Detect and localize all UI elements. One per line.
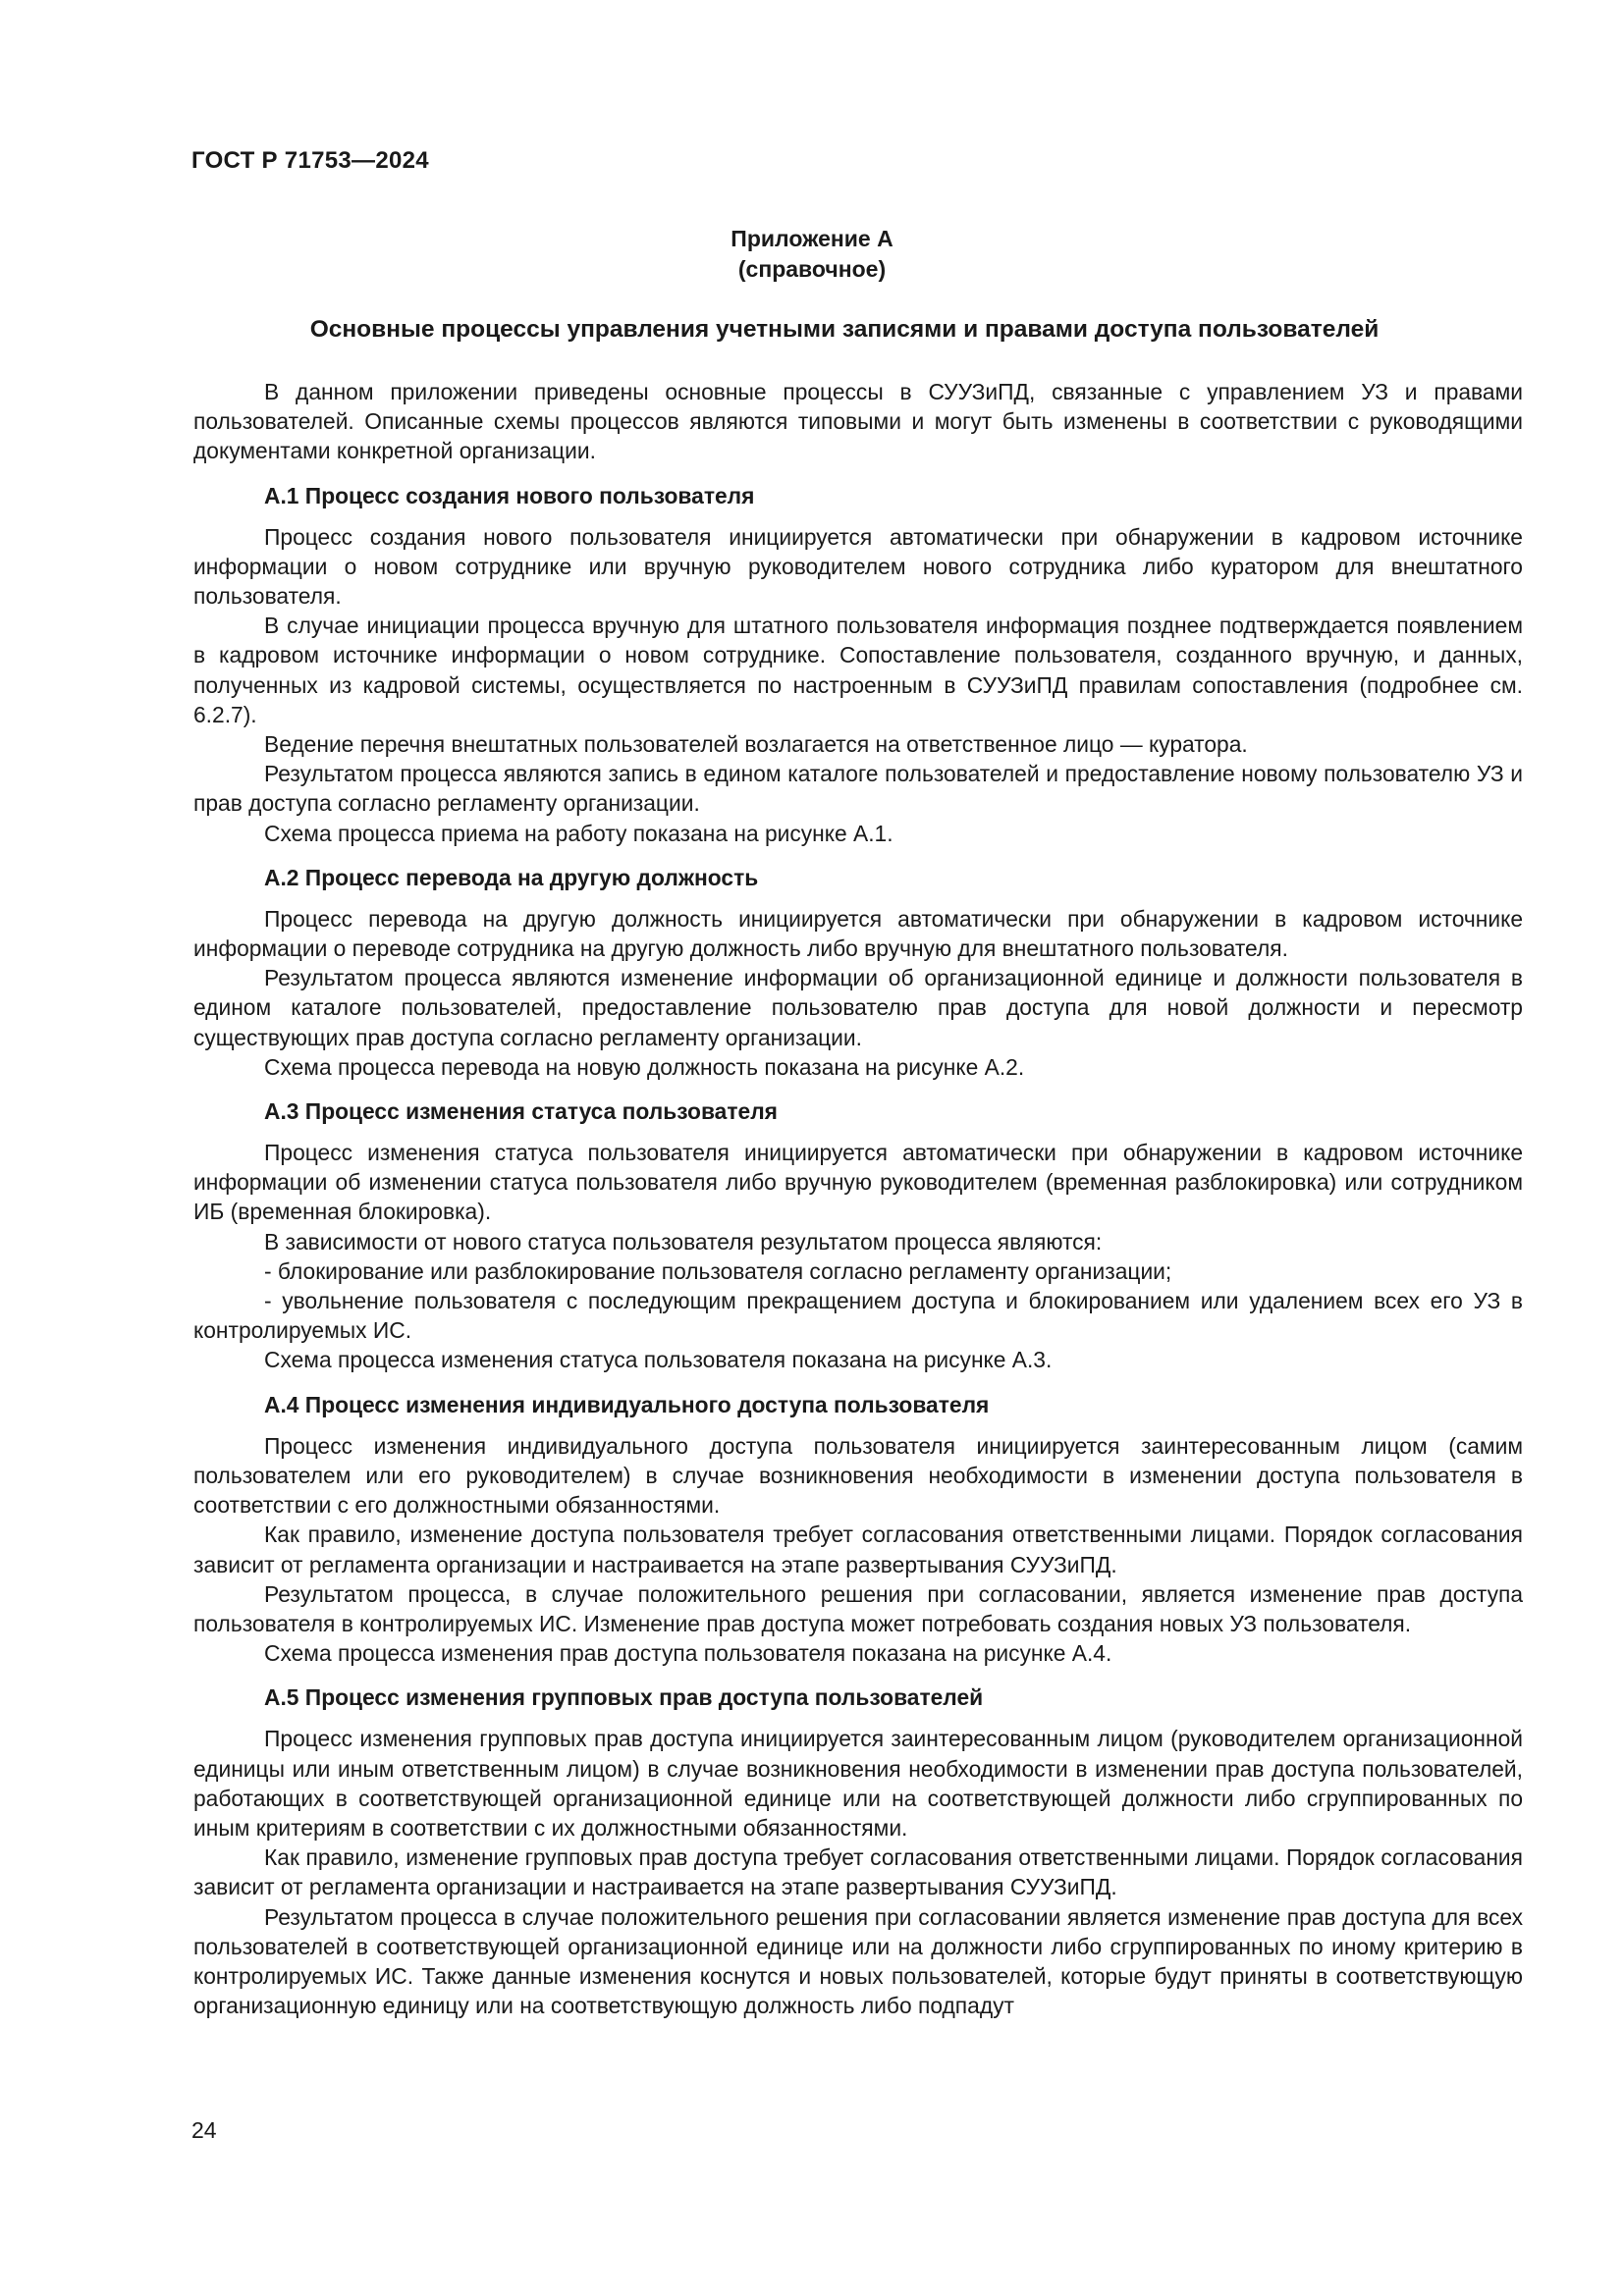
paragraph: Результатом процесса в случае положительного решения при согласовании является изменение прав доступа для всех пользователей в соответствующей организационной единице или на должности либо сгруппированных по иному критерию в контролируемых ИС. Также данные изменения коснутся и новых пользователей, которые будут приняты в соответствующую организационную единицу или на соответствующую должность либо подпадут (193, 1903, 1523, 2019)
paragraph: Как правило, изменение доступа пользователя требует согласования ответственными лицами. Порядок согласования зависит от регламента организации и настраивается на этапе развертывания СУУЗиПД. (193, 1522, 1523, 1577)
standard-header: ГОСТ Р 71753—2024 (191, 147, 429, 174)
paragraph: Схема процесса изменения прав доступа пользователя показана на рисунке А.4. (264, 1640, 1112, 1667)
paragraph: Результатом процесса являются изменение информации об организационной единице и должности пользователя в едином каталоге пользователей, предоставление пользователю прав доступа для новой должности и пересмотр существующих прав доступа согласно регламенту организации. (193, 965, 1523, 1050)
paragraph: В случае инициации процесса вручную для штатного пользователя информация позднее подтверждается появлением в кадровом источнике информации о новом сотруднике. Сопоставление пользователя, созданного вручную, и данных, полученных из кадровой системы, осуществляется по настроенным в СУУЗиПД правилам сопоставления (подробнее см. 6.2.7). (193, 613, 1523, 727)
appendix-subtitle: (справочное) (737, 256, 887, 282)
section-heading-a4: А.4 Процесс изменения индивидуального доступа пользователя (264, 1391, 990, 1417)
appendix-title: Приложение А (731, 226, 893, 251)
intro-paragraph: В данном приложении приведены основные процессы в СУУЗиПД, связанные с управлением УЗ и правами пользователей. Описанные схемы процессов являются типовыми и могут быть изменены в соответствии с руководящими документами конкретной организации. (193, 379, 1523, 464)
paragraph: Процесс создания нового пользователя инициируется автоматически при обнаружении в кадровом источнике информации о новом сотруднике или вручную руководителем нового сотрудника либо куратором для внештатного пользователя. (193, 523, 1523, 610)
document-body (193, 377, 1523, 2020)
section-heading-a3: А.3 Процесс изменения статуса пользователя (264, 1098, 778, 1125)
section-heading-a5: А.5 Процесс изменения групповых прав доступа пользователей (264, 1684, 984, 1711)
document-title: Основные процессы управления учетными записями и правами доступа пользователей (309, 316, 1380, 343)
page-number: 24 (191, 2117, 217, 2143)
paragraph: Процесс перевода на другую должность инициируется автоматически при обнаружении в кадровом источнике информации о переводе сотрудника на другую должность либо вручную для внештатного пользователя. (193, 905, 1523, 962)
paragraph: Результатом процесса, в случае положительного решения при согласовании, является изменение прав доступа пользователя в контролируемых ИС. Изменение прав доступа может потребовать создания новых УЗ пользователя. (193, 1580, 1523, 1636)
paragraph: Процесс изменения статуса пользователя инициируется автоматически при обнаружении в кадровом источнике информации об изменении статуса пользователя либо вручную руководителем (временная разблокировка) или сотрудником ИБ (временная блокировка). (193, 1140, 1523, 1225)
paragraph: Схема процесса приема на работу показана на рисунке А.1. (264, 820, 893, 846)
paragraph: Процесс изменения групповых прав доступа инициируется заинтересованным лицом (руководителем организационной единицы или иным ответственным лицом) в случае возникновения необходимости в изменении прав доступа пользователей, работающих в соответствующей организационной единице или на соответствующей должности либо сгруппированных по иным критериям в соответствии с их должностными обязанностями. (193, 1726, 1523, 1841)
paragraph: Как правило, изменение групповых прав доступа требует согласования ответственными лицами. Порядок согласования зависит от регламента организации и настраивается на этапе развертывания СУУЗиПД. (193, 1844, 1523, 1900)
appendix-heading (0, 224, 1624, 285)
section-heading-a1: А.1 Процесс создания нового пользователя (264, 482, 755, 508)
paragraph: Результатом процесса являются запись в едином каталоге пользователей и предоставление новому пользователю УЗ и прав доступа согласно регламенту организации. (193, 761, 1523, 817)
paragraph: Процесс изменения индивидуального доступа пользователя инициируется заинтересованным лицом (самим пользователем или его руководителем) в случае возникновения необходимости в изменении доступа пользователя в соответствии с его должностными обязанностями. (193, 1432, 1523, 1519)
paragraph: Схема процесса перевода на новую должность показана на рисунке А.2. (264, 1053, 1025, 1080)
paragraph: Ведение перечня внештатных пользователей возлагается на ответственное лицо — куратора. (264, 731, 1248, 758)
list-item: - блокирование или разблокирование пользователя согласно регламенту организации; (264, 1257, 1172, 1284)
section-heading-a2: А.2 Процесс перевода на другую должность (264, 864, 759, 890)
paragraph: Схема процесса изменения статуса пользователя показана на рисунке А.3. (264, 1347, 1053, 1373)
paragraph: В зависимости от нового статуса пользователя результатом процесса являются: (264, 1228, 1103, 1255)
list-item: - увольнение пользователя с последующим прекращением доступа и блокированием или удалением всех его УЗ в контролируемых ИС. (193, 1288, 1523, 1344)
